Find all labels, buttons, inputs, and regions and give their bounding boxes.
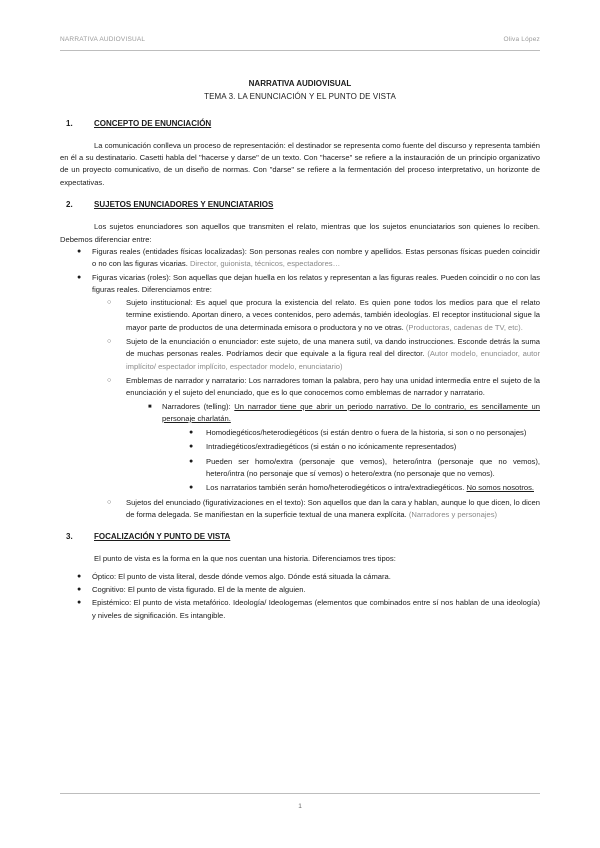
sublist-item-note: (Narradores y personajes) [408, 509, 498, 519]
bullet-icon: ● [189, 443, 194, 451]
point-of-view-list [60, 571, 540, 622]
document-body [60, 78, 540, 623]
section-title: CONCEPTO DE ENUNCIACIÓN [94, 118, 212, 128]
section-title: FOCALIZACIÓN Y PUNTO DE VISTA [94, 532, 231, 542]
list-item-epistemico [60, 597, 540, 622]
list-item-figuras-vicarias [60, 272, 540, 522]
list-item-note: Director, guionista, técnicos, espectadores… [189, 259, 341, 269]
narrator-type-text: Homodiegéticos/heterodiegéticos (si están dentro o fuera de la historia, si son o no personajes) [206, 428, 527, 438]
bullet-icon: ● [77, 599, 82, 607]
sublist-item-note: (Productoras, cadenas de TV, etc). [405, 322, 523, 332]
section-heading-1 [60, 118, 540, 130]
section-1-paragraph: La comunicación conlleva un proceso de representación: el destinador se representa como fuente del discurso y representa también en él a su destinatario. Casetti habla del "hacerse y darse" de un texto. Con "hacerse" se refiere a la instauración de un principio organizativo de un proyecto comunicativo, de un diseño de normas. Con "darse" se refiere a la fermentación del proceso interpretativo, un horizonte de expectativas. [60, 140, 540, 187]
page-number: 1 [298, 803, 302, 810]
narrator-type-text: Los narratarios también serán homo/heterodiegéticos o intra/extradiegéticos. [206, 483, 465, 493]
page-header [60, 36, 540, 50]
narrators-sublist [126, 401, 540, 495]
bullet-icon: ● [189, 457, 194, 465]
section-number: 2. [66, 200, 73, 210]
narrator-types-list [162, 427, 540, 494]
square-bullet-icon: ■ [148, 403, 152, 410]
circle-bullet-icon: ○ [107, 376, 112, 384]
bullet-icon: ● [77, 247, 82, 255]
section-number: 1. [66, 118, 73, 128]
section-heading-2 [60, 199, 540, 211]
document-subtitle: TEMA 3. LA ENUNCIACIÓN Y EL PUNTO DE VISTA [204, 92, 396, 102]
list-item-figuras-reales [60, 246, 540, 271]
narrator-type-item [162, 456, 540, 481]
sublist-item-sujetos-enunciado [88, 497, 540, 522]
header-author-name: Oliva López [503, 36, 540, 43]
sublist-item-note: (Autor modelo, enunciador, autor implícito/ espectador implícito, espectador modelo, enunciatario) [126, 349, 540, 371]
sublist-item-text: Sujeto institucional: Es aquel que procura la existencia del relato. Es quien pone todos los medios para que el relato termine existiendo. Aportan dinero, a veces contenidos, pero además, también ideologías. El receptor institucional sigue la mayor parte de productos de una determinada emisora o productora y no ve otras. [126, 298, 540, 332]
section-number: 3. [66, 532, 73, 542]
sublist-item-sujeto-enunciacion [88, 336, 540, 373]
section-3-paragraph: El punto de vista es la forma en la que nos cuentan una historia. Diferenciamos tres tipos: [94, 553, 396, 563]
narrator-type-underlined: No somos nosotros. [466, 483, 534, 493]
header-course-name: NARRATIVA AUDIOVISUAL [60, 36, 146, 43]
bullet-icon: ● [189, 484, 194, 492]
telling-underlined-text: Un narrador tiene que abrir un periodo narrativo. De lo contrario, es sencillamente un personaje charlatán. [162, 401, 540, 423]
circle-bullet-icon: ○ [107, 299, 112, 307]
sublist-item-sujeto-institucional [88, 297, 540, 334]
narrator-type-text: Pueden ser homo/extra (personaje que vemos), hetero/intra (personaje que no vemos), hetero/intra (no personaje que sí vemos) o hetero/extra (no personaje que no vemos). [206, 456, 540, 479]
circle-bullet-icon: ○ [107, 338, 112, 346]
list-item-cognitivo [60, 584, 540, 596]
list-item-text: Figuras reales (entidades físicas localizadas): Son personas reales con nombre y apellidos. Estas personas físicas pueden coincidir o no con las figuras vicarias. [92, 246, 540, 269]
bullet-icon: ● [77, 273, 82, 281]
section-title: SUJETOS ENUNCIADORES Y ENUNCIATARIOS [94, 200, 274, 210]
sublist-item-text: Sujetos del enunciado (figurativizaciones en el texto): Son aquellos que dan la cara y hablan, aunque lo que dicen, lo dicen de forma delegada. Se manifiestan en la superficie textual de una manera explícita. [126, 497, 540, 519]
list-item-text: Óptico: El punto de vista literal, desde dónde vemos algo. Dónde está situada la cámara. [92, 571, 391, 581]
narrator-type-item [162, 482, 540, 494]
telling-label: Narradores (telling): [162, 401, 231, 411]
bullet-icon: ● [77, 572, 82, 580]
section-2-paragraph: Los sujetos enunciadores son aquellos que transmiten el relato, mientras que los sujetos enunciatarios son quienes lo reciben. Debemos diferenciar entre: [60, 222, 540, 244]
sublist-item-text: Sujeto de la enunciación o enunciador: este sujeto, de una manera sutil, va dando instrucciones. Esconde detrás la suma de muchas personas reales. Podríamos decir que equivale a la figura real del director. [126, 337, 540, 359]
narrator-type-text: Intradiegéticos/extradiegéticos (si están o no icónicamente representados) [206, 442, 457, 452]
section-heading-3 [60, 531, 540, 543]
narrator-type-item [162, 427, 540, 439]
list-item-optico [60, 571, 540, 583]
list-item-text: Epistémico: El punto de vista metafórico. Ideología/ Ideologemas (elementos que combinados entre sí nos hablan de una ideología) y niveles de significación. Es intangible. [92, 598, 540, 620]
header-divider [60, 50, 540, 51]
vicarious-figures-sublist [92, 297, 540, 521]
list-item-text: Cognitivo: El punto de vista figurado. El de la mente de alguien. [92, 585, 306, 595]
list-item-text: Figuras vicarias (roles): Son aquellas que dejan huella en los relatos y representan a las figuras reales. Pueden coincidir o no con las figuras reales. Diferenciamos entre: [92, 272, 540, 294]
figures-list [60, 246, 540, 521]
narrator-type-item [162, 441, 540, 453]
sublist-item-emblemas [88, 375, 540, 495]
bullet-icon: ● [189, 429, 194, 437]
sublist-item-narradores-telling [126, 401, 540, 495]
sublist-item-text: Emblemas de narrador y narratario: Los narradores toman la palabra, pero hay una unidad intermedia entre el sujeto de la enunciación y el sujeto del enunciado, que es lo que conocemos como emblemas de narrador y narratario. [126, 375, 540, 398]
document-title: NARRATIVA AUDIOVISUAL [248, 79, 352, 88]
bullet-icon: ● [77, 586, 82, 594]
footer-divider [60, 793, 540, 794]
circle-bullet-icon: ○ [107, 498, 112, 506]
